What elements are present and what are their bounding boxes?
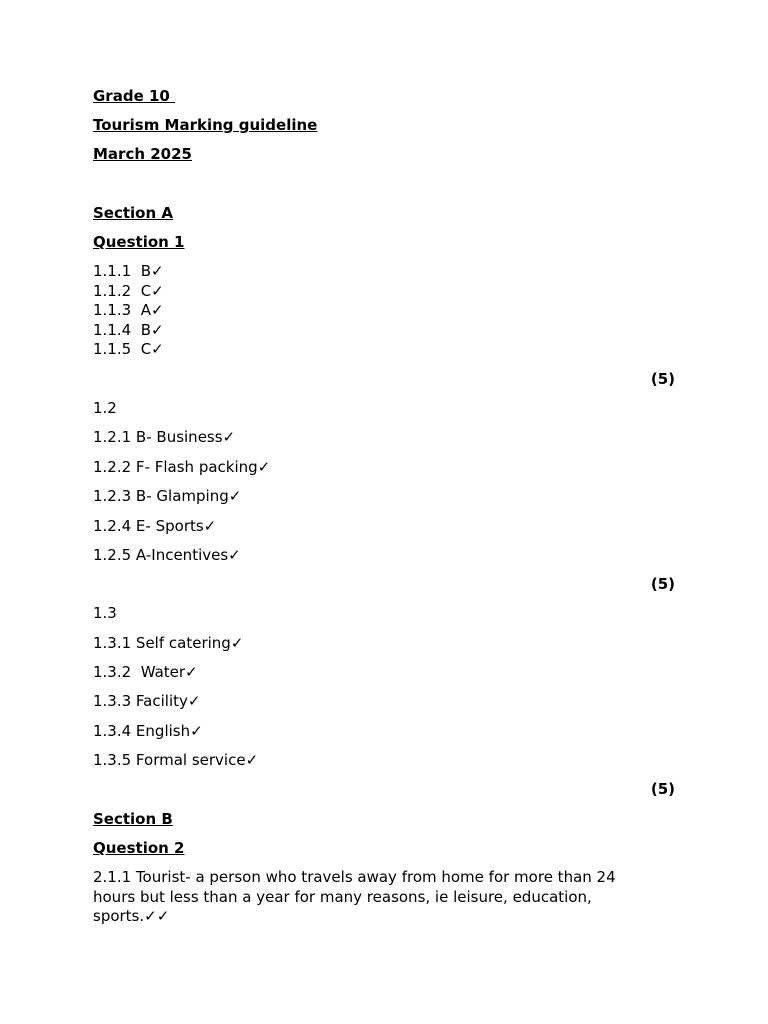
answer-1-3-3: 1.3.3 Facility✓ — [93, 692, 201, 710]
answer-1-3-1: 1.3.1 Self catering✓ — [93, 634, 244, 652]
marks-1-2: (5) — [650, 575, 675, 593]
document-page — [93, 0, 675, 1024]
section-b-heading: Section B — [93, 810, 173, 828]
question-1-heading: Question 1 — [93, 233, 185, 251]
answer-1-3-2: 1.3.2 Water✓ — [93, 663, 198, 681]
answer-1-1-4: 1.1.4 B✓ — [93, 320, 164, 339]
answer-1-1-3: 1.1.3 A✓ — [93, 301, 164, 319]
answer-1-1-2: 1.1.2 C✓ — [93, 281, 164, 300]
answer-1-2-4: 1.2.4 E- Sports✓ — [93, 517, 217, 535]
question-2-heading: Question 2 — [93, 839, 185, 857]
answer-1-3-4: 1.3.4 English✓ — [93, 722, 203, 740]
answer-1-2-5: 1.2.5 A-Incentives✓ — [93, 546, 241, 564]
answer-1-1-1: 1.1.1 B✓ — [93, 262, 164, 280]
date-heading: March 2025 — [93, 145, 192, 163]
subject-heading: Tourism Marking guideline — [93, 116, 318, 134]
answer-1-2-3: 1.2.3 B- Glamping✓ — [93, 487, 242, 505]
answer-1-2-1: 1.2.1 B- Business✓ — [93, 428, 236, 446]
question-1-3-label: 1.3 — [93, 604, 117, 622]
section-a-heading: Section A — [93, 204, 173, 222]
marks-1-1: (5) — [650, 370, 675, 388]
marks-1-3: (5) — [650, 780, 675, 798]
answer-1-3-5: 1.3.5 Formal service✓ — [93, 751, 259, 769]
answer-2-1-1: 2.1.1 Tourist- a person who travels away from home for more than 24 hours but less than a year for many reasons, ie leisure, education, sports.✓✓ — [93, 868, 616, 925]
answer-1-1-5: 1.1.5 C✓ — [93, 340, 164, 358]
grade-heading: Grade 10 — [93, 87, 176, 105]
question-1-2-label: 1.2 — [93, 399, 117, 417]
answer-1-2-2: 1.2.2 F- Flash packing✓ — [93, 458, 271, 476]
